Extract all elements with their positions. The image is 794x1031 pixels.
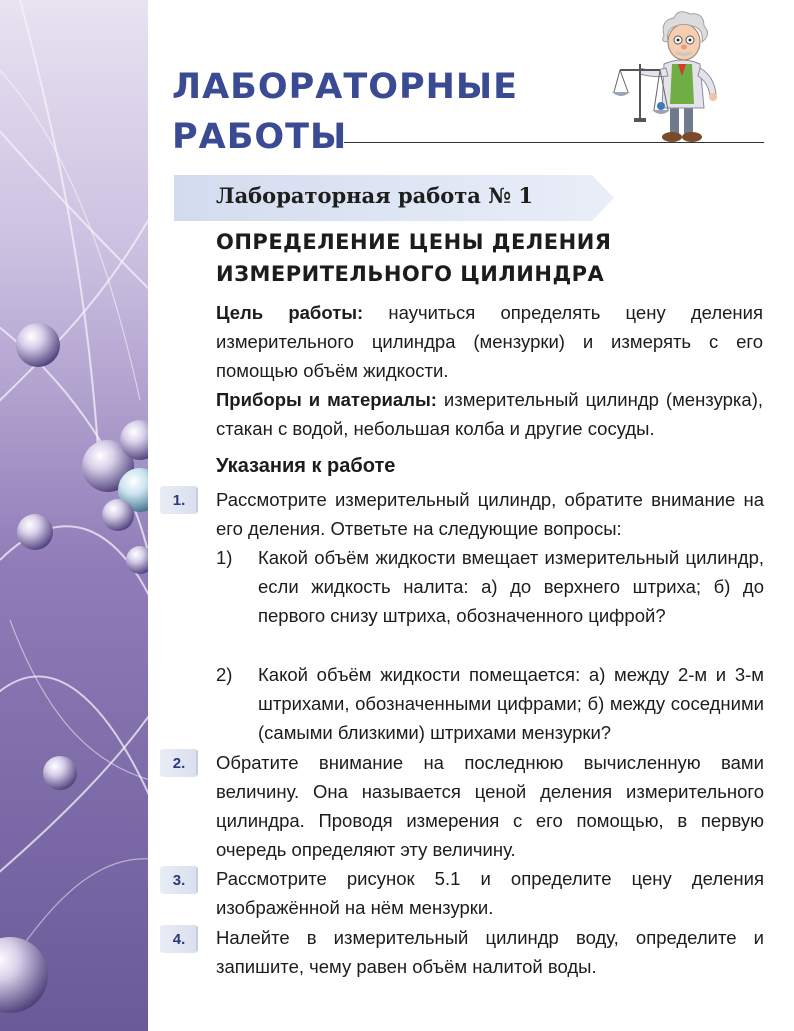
question-number: 1): [216, 547, 233, 568]
scientist-with-scales-illustration: [612, 6, 732, 146]
molecular-side-illustration: [0, 0, 148, 1031]
section-title-line2: РАБОТЫ: [172, 117, 348, 157]
step-text: Налейте в измерительный цилиндр воду, определите и запишите, чему равен объём налитой воды.: [216, 927, 764, 977]
lab-title-line1: ОПРЕДЕЛЕНИЕ ЦЕНЫ ДЕЛЕНИЯ: [216, 230, 612, 254]
question-text: Какой объём жидкости вмещает измерительный цилиндр, если жидкость налита: а) до верхнего штриха; б) до первого снизу штриха, обозначенного цифрой?: [258, 547, 764, 626]
step-number-badge: 1.: [160, 486, 198, 514]
step-text: Рассмотрите рисунок 5.1 и определите цену деления изображённой на нём мензурки.: [216, 868, 764, 918]
lab-title: [216, 226, 611, 290]
question-text: Какой объём жидкости помещается: а) между 2-м и 3-м штрихами, обозначенными цифрами; б) между соседними (самыми близкими) штрихами мензурки?: [258, 664, 764, 743]
question-number: 2): [216, 664, 233, 685]
equipment-label: Приборы и материалы:: [216, 389, 437, 410]
lab-label-banner: [174, 175, 614, 221]
step-text: Обратите внимание на последнюю вычисленную вами величину. Она называется ценой деления измерительного цилиндра. Проводя измерения с его помощью, в первую очередь определяют эту величину.: [216, 752, 764, 860]
step-number-badge: 2.: [160, 749, 198, 777]
section-title: [172, 62, 518, 162]
goal-paragraph: [216, 298, 763, 385]
title-underline: [344, 142, 764, 143]
lab-title-line2: ИЗМЕРИТЕЛЬНОГО ЦИЛИНДРА: [216, 262, 605, 286]
goal-label: Цель работы:: [216, 302, 364, 323]
equipment-text: измерительный цилиндр (мензурка), стакан с водой, небольшая колба и другие сосуды.: [216, 389, 763, 439]
goal-text: научиться определять цену деления измерительного цилиндра (мензурки) и измерять с его помощью объём жидкости.: [216, 302, 763, 381]
step-number-badge: 4.: [160, 925, 198, 953]
lab-label: Лабораторная работа № 1: [216, 183, 533, 208]
equipment-paragraph: [216, 385, 763, 443]
step-text: Рассмотрите измерительный цилиндр, обратите внимание на его деления. Ответьте на следующие вопросы:: [216, 489, 764, 539]
section-title-line1: ЛАБОРАТОРНЫЕ: [172, 67, 519, 107]
instructions-heading: Указания к работе: [216, 455, 396, 477]
step-number-badge: 3.: [160, 866, 198, 894]
